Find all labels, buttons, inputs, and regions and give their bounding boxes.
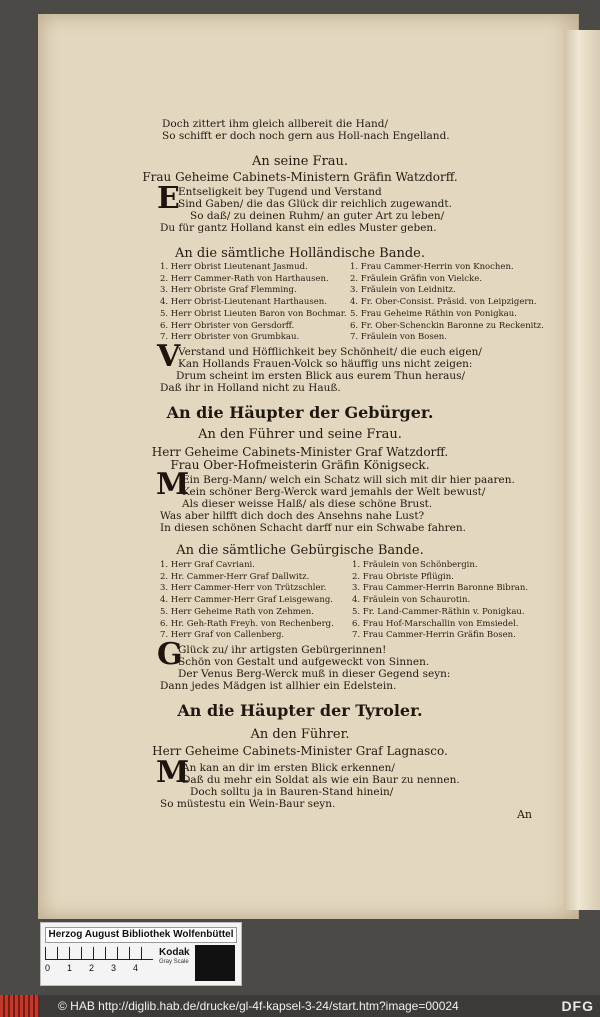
list-item: 5. Herr Obrist Lieuten Baron von Bochmar. [160, 308, 347, 319]
dfg-logo: DFG [561, 998, 594, 1014]
kodak-logo: Kodak [159, 947, 190, 958]
list-item: 1. Herr Graf Cavriani. [160, 560, 255, 570]
ruler-number: 4 [133, 963, 139, 973]
section-subheading: Frau Geheime Cabinets-Ministern Gräfin Watzdorff. [142, 170, 458, 184]
verse-line: So daß/ zu deinen Ruhm/ an guter Art zu leben/ [190, 210, 445, 222]
verse-line: Kan Hollands Frauen-Volck so häuffig uns nicht zeigen: [178, 358, 473, 370]
list-item: 2. Herr Cammer-Rath von Harthausen. [160, 273, 329, 284]
name-list-right [350, 262, 544, 344]
verse-line: Daß ihr in Holland nicht zu Hauß. [160, 382, 341, 394]
list-item: 4. Fr. Ober-Consist. Präsid. von Leipzigern. [350, 297, 537, 308]
section-heading: An seine Frau. [251, 154, 349, 169]
list-item: 1. Frau Cammer-Herrin von Knochen. [350, 262, 514, 272]
ruler-number: 1 [67, 963, 73, 973]
list-item: 4. Herr Obrist-Lieutenant Harthausen. [160, 297, 327, 308]
list-item: 7. Frau Cammer-Herrin Gräfin Bosen. [352, 630, 516, 641]
verse-line: Doch zittert ihm gleich allbereit die Hand/ [162, 118, 389, 130]
verse-line: Dann jedes Mädgen ist allhier ein Edelstein. [160, 680, 397, 692]
verse-line: Schön von Gestalt und aufgeweckt von Sinnen. [178, 656, 430, 668]
section-subheading: Herr Geheime Cabinets-Minister Graf Watzdorff. [151, 445, 449, 459]
ruler-number: 3 [111, 963, 117, 973]
scale-ruler [45, 947, 153, 960]
color-strip [0, 995, 40, 1017]
section-title: An die Häupter der Gebürger. [166, 403, 434, 422]
drop-initial: V [157, 339, 181, 374]
list-item: 2. Fräulein Gräfin von Vielcke. [350, 273, 482, 284]
ruler-number: 2 [89, 963, 95, 973]
verse-line: Daß du mehr ein Soldat als wie ein Baur zu nennen. [182, 774, 460, 786]
library-name: Herzog August Bibliothek Wolfenbüttel [45, 927, 237, 943]
verse-line: So müstestu ein Wein-Baur seyn. [160, 798, 336, 810]
verse-line: Drum scheint im ersten Blick aus eurem Thun heraus/ [176, 370, 466, 382]
drop-initial: E [157, 181, 180, 216]
name-list-left [160, 262, 347, 344]
drop-initial: G [157, 637, 183, 672]
verse-line: Ein Berg-Mann/ welch ein Schatz will sich mit dir hier paaren. [182, 474, 515, 486]
section-heading: An die sämtliche Holländische Bande. [174, 246, 426, 261]
drop-initial: M [156, 755, 190, 790]
list-item: 6. Herr Obrister von Gersdorff. [160, 320, 295, 331]
section-heading: An die sämtliche Gebürgische Bande. [176, 543, 424, 558]
list-item: 7. Herr Obrister von Grumbkau. [160, 332, 300, 343]
gray-swatch [195, 945, 235, 981]
verse-line: Kein schöner Berg-Werck ward jemahls der Welt bewust/ [182, 486, 486, 498]
section-heading: An den Führer und seine Frau. [198, 427, 402, 442]
verse-line: Sind Gaben/ die das Glück dir reichlich zugewandt. [178, 198, 452, 210]
verse-line: Verstand und Höfflichkeit bey Schönheit/ die euch eigen/ [178, 346, 482, 358]
verse-line: So schifft er doch noch gern aus Holl-nach Engelland. [162, 130, 450, 142]
list-item: 4. Herr Cammer-Herr Graf Leisgewang. [160, 595, 333, 606]
grayscale-label: Gray Scale [159, 959, 189, 965]
section-title: An die Häupter der Tyroler. [177, 701, 423, 720]
verse-line: Doch solltu ja in Bauren-Stand hinein/ [190, 786, 394, 798]
ruler-numbers [45, 963, 155, 973]
list-item: 5. Herr Geheime Rath von Zehmen. [160, 606, 314, 617]
list-item: 6. Fr. Ober-Schenckin Baronne zu Reckenitz. [350, 320, 544, 331]
verse-line: An kan an dir im ersten Blick erkennen/ [182, 762, 395, 774]
list-item: 3. Herr Cammer-Herr von Trützschler. [160, 583, 327, 594]
list-item: 3. Fräulein von Leidnitz. [350, 285, 456, 296]
list-item: 7. Herr Graf von Callenberg. [160, 630, 285, 641]
verse-line: Entseligkeit bey Tugend und Verstand [178, 186, 382, 198]
list-item: 6. Frau Hof-Marschallin von Emsiedel. [352, 618, 519, 629]
verse-line: Was aber hilfft dich doch des Ansehns nahe Lust? [160, 510, 425, 522]
list-item: 3. Frau Cammer-Herrin Baronne Bibran. [352, 583, 529, 594]
section-subheading: Frau Ober-Hofmeisterin Gräfin Königseck. [170, 458, 430, 472]
section-subheading: Herr Geheime Cabinets-Minister Graf Lagnasco. [152, 744, 448, 758]
list-item: 6. Hr. Geh-Rath Freyh. von Rechenberg. [160, 618, 334, 629]
catchword: An [516, 808, 532, 821]
list-item: 7. Fräulein von Bosen. [350, 332, 447, 343]
list-item: 1. Herr Obrist Lieutenant Jasmud. [160, 262, 308, 272]
drop-initial: M [156, 467, 190, 502]
verse-line: Als dieser weisse Halß/ als diese schöne Brust. [182, 498, 433, 510]
section-heading: An den Führer. [250, 727, 350, 742]
list-item: 2. Frau Obriste Pflügin. [352, 571, 454, 582]
list-item: 1. Fräulein von Schönbergin. [352, 560, 478, 570]
list-item: 5. Fr. Land-Cammer-Räthin v. Ponigkau. [352, 606, 525, 617]
verse-line: Glück zu/ ihr artigsten Gebürgerinnen! [178, 644, 387, 656]
list-item: 4. Fräulein von Schaurotin. [352, 595, 471, 606]
verse-line: Der Venus Berg-Werck muß in dieser Gegend seyn: [178, 668, 451, 680]
name-list-left [160, 560, 334, 642]
list-item: 5. Frau Geheime Räthin von Ponigkau. [350, 308, 517, 319]
copyright-link[interactable]: © HAB http://diglib.hab.de/drucke/gl-4f-kapsel-3-24/start.htm?image=00024 [58, 999, 459, 1013]
name-list-right [352, 560, 528, 642]
verse-line: Du für gantz Holland kanst ein edles Muster geben. [160, 222, 437, 234]
list-item: 2. Hr. Cammer-Herr Graf Dallwitz. [160, 571, 310, 582]
copyright-bar [0, 995, 600, 1017]
list-item: 3. Herr Obriste Graf Flemming. [160, 285, 297, 296]
ruler-number: 0 [45, 963, 51, 973]
library-card [40, 922, 242, 986]
verse-line: In diesen schönen Schacht darff nur ein Schwabe fahren. [160, 522, 466, 534]
